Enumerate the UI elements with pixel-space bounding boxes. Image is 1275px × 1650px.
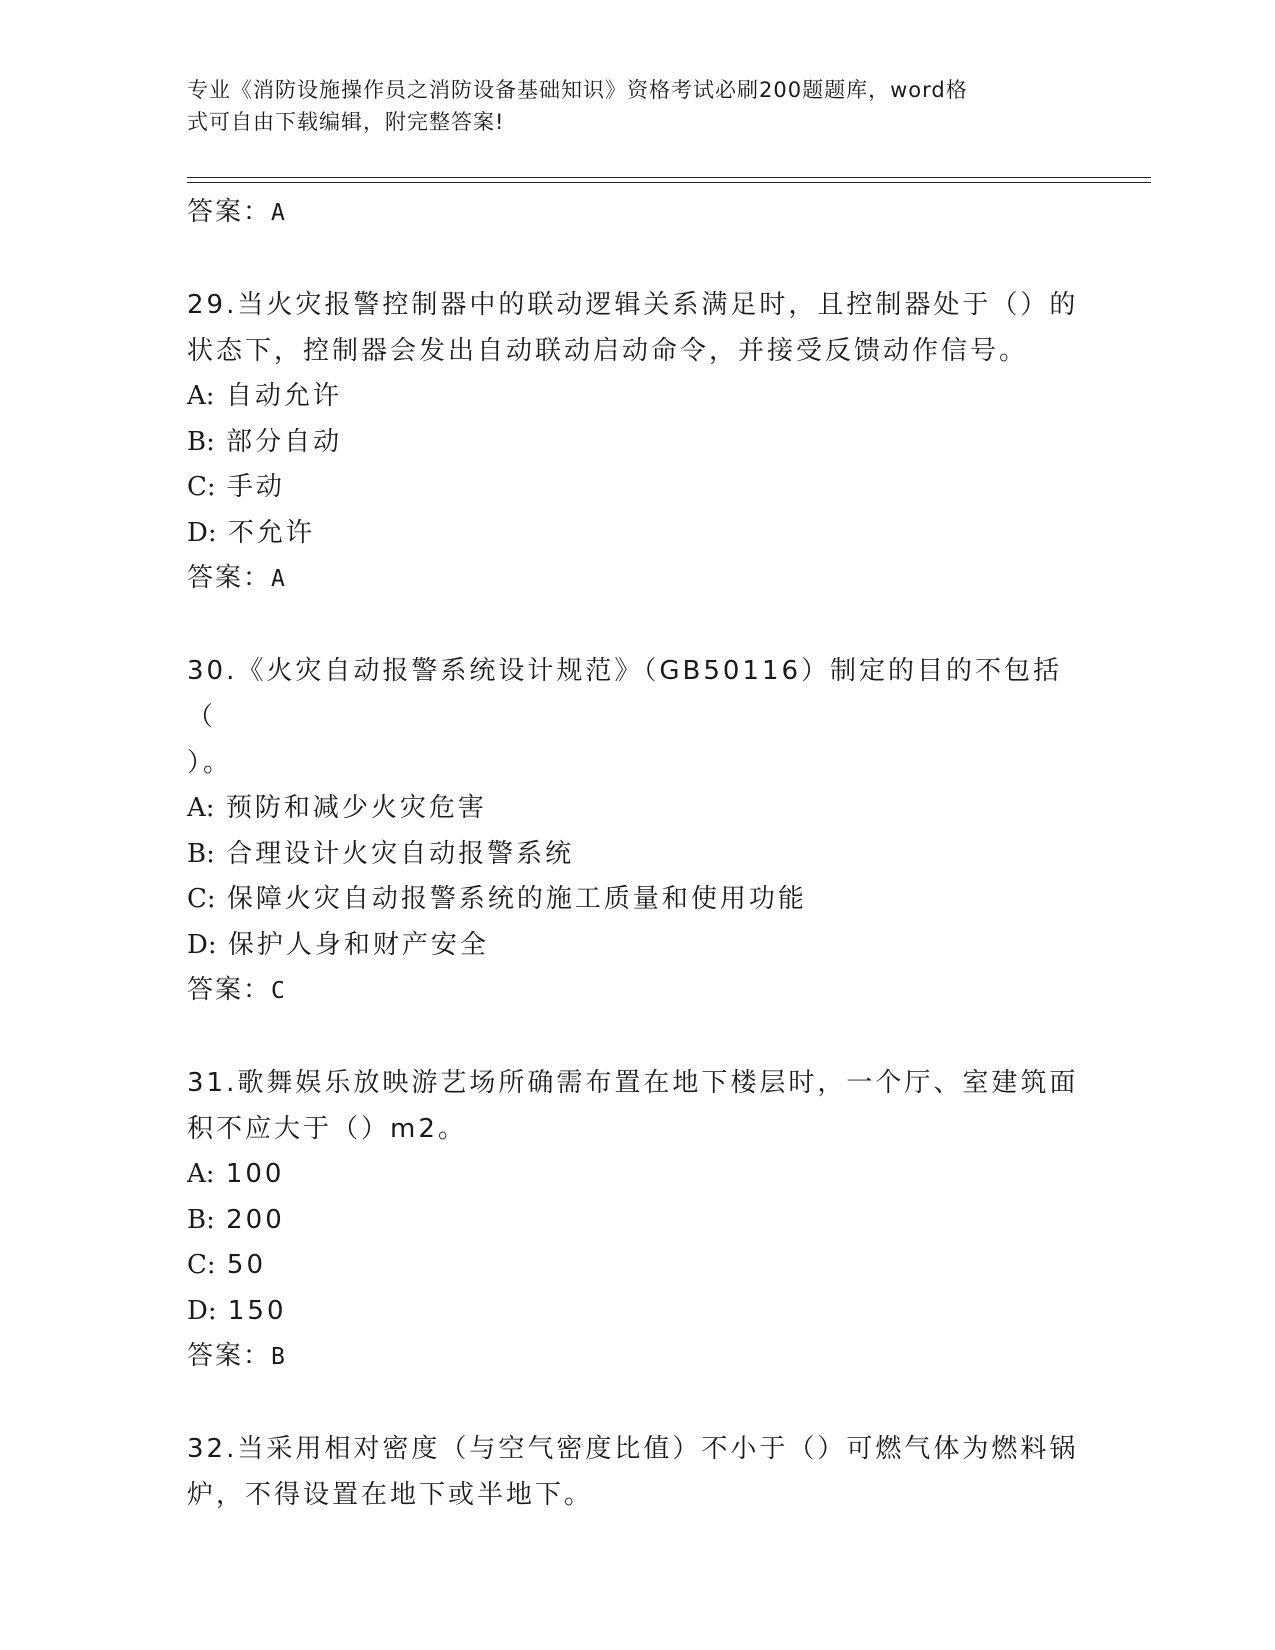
option-c — [187, 1243, 1087, 1289]
option-text: 200 — [226, 1204, 285, 1235]
question-31 — [187, 1060, 1087, 1378]
option-text: 部分自动 — [226, 426, 343, 457]
option-a — [187, 374, 1087, 420]
question-stem — [187, 1060, 1087, 1152]
option-text: 不允许 — [227, 517, 315, 548]
answer-value: A — [271, 566, 287, 592]
option-text: 自动允许 — [225, 381, 342, 411]
previous-answer — [187, 190, 1087, 234]
option-text: 预防和减少火灾危害 — [225, 793, 487, 823]
question-stem — [187, 282, 1087, 374]
option-d — [187, 923, 1087, 969]
option-b — [187, 420, 1087, 466]
option-text: 100 — [225, 1159, 285, 1189]
header-divider-top — [187, 177, 1151, 178]
option-label: C: — [187, 472, 216, 502]
option-label: D: — [187, 1295, 217, 1326]
stem-line: 30.《火灾自动报警系统设计规范》（GB50116）制定的目的不包括（ — [187, 656, 1063, 732]
option-label: A: — [187, 793, 215, 823]
header-divider-bottom — [187, 182, 1151, 183]
option-d — [187, 511, 1087, 557]
option-c — [187, 877, 1087, 923]
option-text: 50 — [226, 1250, 267, 1280]
answer-value: A — [271, 200, 287, 226]
answer-label: 答案： — [187, 197, 272, 227]
answer-line — [187, 556, 1087, 600]
question-stem — [187, 1426, 1087, 1518]
answer-label: 答案： — [187, 975, 272, 1005]
option-c — [187, 465, 1087, 511]
option-a — [187, 786, 1087, 832]
stem-line: 31.歌舞娱乐放映游艺场所确需布置在地下楼层时，一个厅、室建筑面 — [187, 1068, 1079, 1098]
option-label: B: — [187, 838, 215, 869]
header-line-1: 专业《消防设施操作员之消防设备基础知识》资格考试必刷200题题库，word格 — [187, 78, 968, 102]
question-stem — [187, 648, 1087, 786]
answer-value: C — [271, 978, 287, 1004]
question-32 — [187, 1426, 1087, 1518]
option-b — [187, 1198, 1087, 1244]
stem-line: 状态下，控制器会发出自动联动启动命令，并接受反馈动作信号。 — [187, 336, 1029, 366]
option-text: 150 — [227, 1295, 287, 1326]
answer-label: 答案： — [187, 563, 272, 593]
option-text: 保护人身和财产安全 — [227, 929, 489, 960]
answer-line — [187, 968, 1087, 1012]
option-label: A: — [187, 1159, 215, 1189]
stem-line: 32.当采用相对密度（与空气密度比值）不小于（）可燃气体为燃料锅 — [187, 1434, 1079, 1464]
option-text: 手动 — [226, 472, 285, 502]
option-label: C: — [187, 1250, 216, 1280]
option-label: A: — [187, 381, 215, 411]
stem-line: 积不应大于（）m2。 — [187, 1114, 467, 1144]
option-a — [187, 1152, 1087, 1198]
header-line-2: 式可自由下载编辑，附完整答案! — [187, 110, 505, 134]
answer-label: 答案： — [187, 1341, 272, 1371]
option-label: B: — [187, 1204, 215, 1235]
document-header — [187, 74, 1067, 138]
option-text: 合理设计火灾自动报警系统 — [226, 838, 575, 869]
stem-line: ）。 — [187, 748, 233, 778]
stem-line: 29.当火灾报警控制器中的联动逻辑关系满足时，且控制器处于（）的 — [187, 290, 1079, 320]
option-label: C: — [187, 884, 216, 914]
option-b — [187, 832, 1087, 878]
option-text: 保障火灾自动报警系统的施工质量和使用功能 — [226, 884, 807, 914]
question-30 — [187, 648, 1087, 1012]
answer-value: B — [271, 1344, 287, 1370]
question-list — [187, 190, 1087, 1518]
stem-line: 炉，不得设置在地下或半地下。 — [187, 1480, 594, 1510]
option-label: D: — [187, 517, 217, 548]
question-29 — [187, 282, 1087, 600]
option-d — [187, 1289, 1087, 1335]
answer-line — [187, 1334, 1087, 1378]
option-label: B: — [187, 426, 215, 457]
option-label: D: — [187, 929, 217, 960]
